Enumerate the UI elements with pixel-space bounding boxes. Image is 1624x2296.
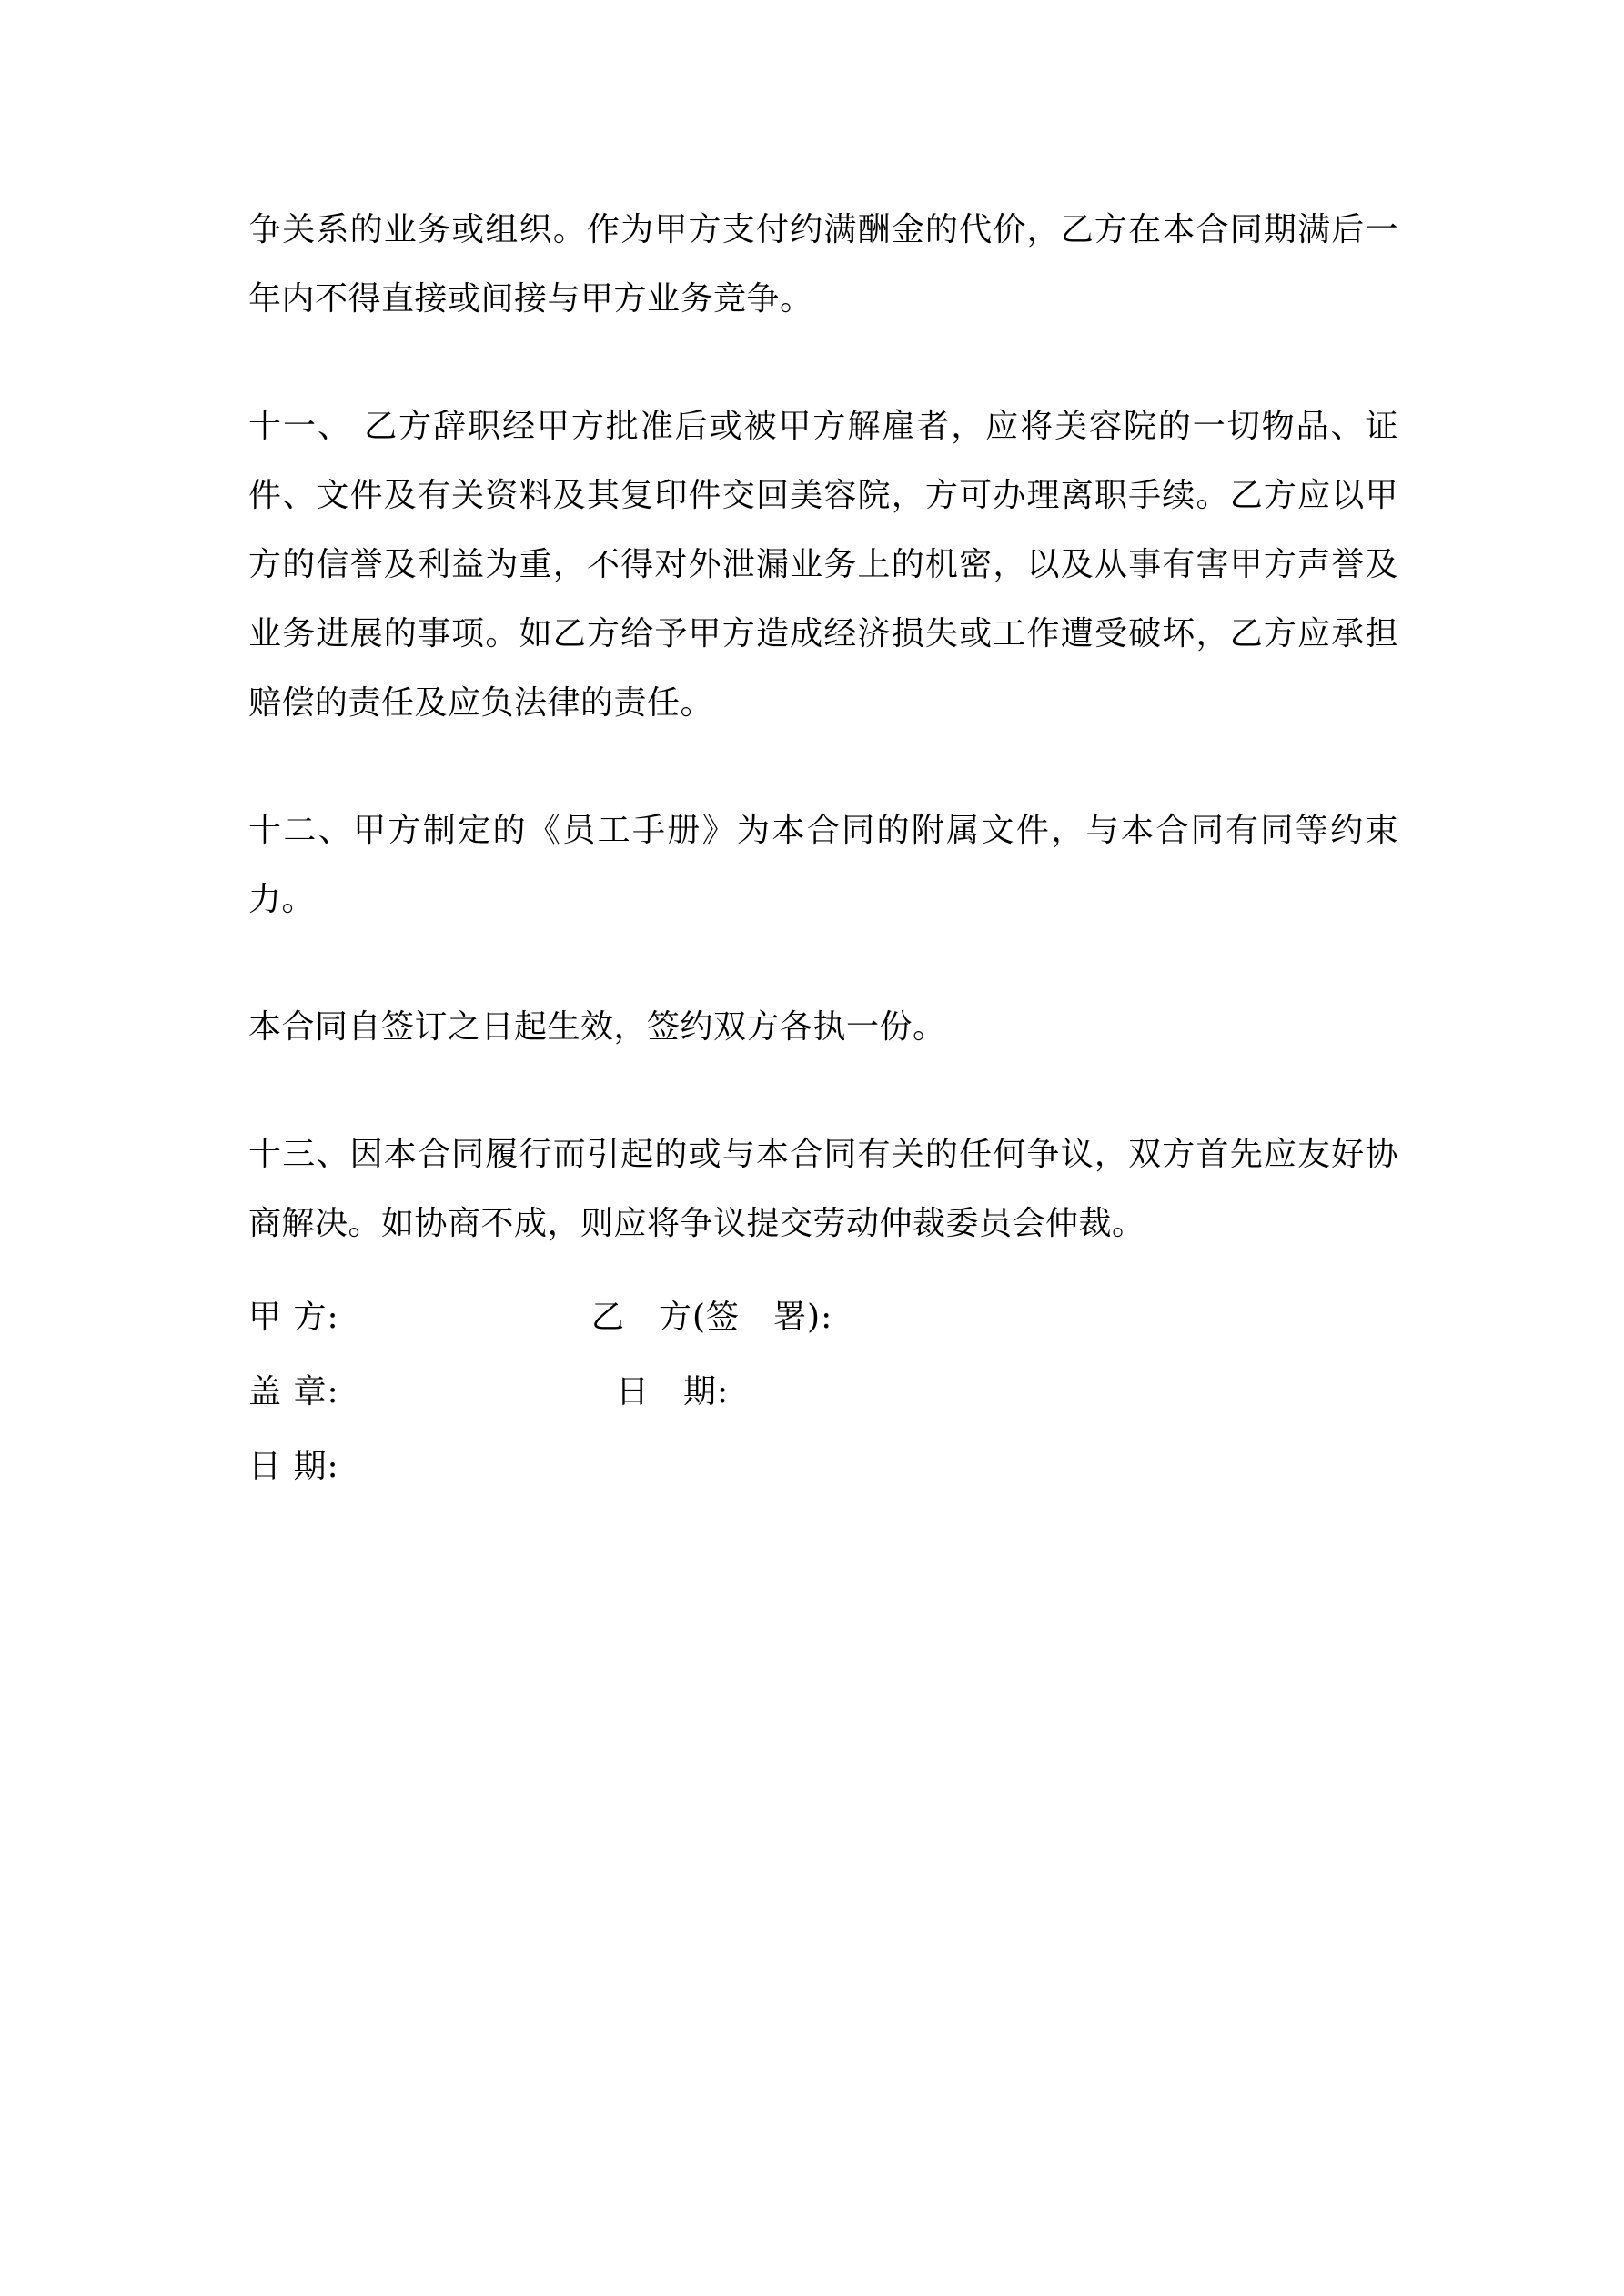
seal-label: 盖 章: <box>248 1373 339 1411</box>
signature-row-3 <box>248 1449 1398 1523</box>
signature-row-1 <box>248 1300 1398 1374</box>
contract-body <box>248 196 1398 1523</box>
paragraph-clause-12: 十二、甲方制定的《员工手册》为本合同的附属文件，与本合同有同等约束力。 <box>248 812 1398 918</box>
party-a-date-label: 日 期: <box>248 1448 339 1485</box>
party-b-date-label: 日 期: <box>616 1373 730 1411</box>
signature-block <box>248 1300 1398 1523</box>
signature-row-2 <box>248 1374 1398 1449</box>
paragraph-effective-date: 本合同自签订之日起生效，签约双方各执一份。 <box>248 1008 946 1046</box>
party-a-label: 甲 方: <box>248 1299 339 1336</box>
party-b-sign-label: 乙 方(签 署): <box>591 1299 833 1336</box>
paragraph-clause-11: 十一、 乙方辞职经甲方批准后或被甲方解雇者，应将美容院的一切物品、证件、文件及有关资料及其复印件交回美容院，方可办理离职手续。乙方应以甲方的信誉及利益为重，不得对外泄漏业务上的机密，以及从事有害甲方声誉及业务进展的事项。如乙方给予甲方造成经济损失或工作遭受破坏，乙方应承担赔偿的责任及应负法律的责任。 <box>248 408 1398 722</box>
paragraph-clause-13: 十三、因本合同履行而引起的或与本合同有关的任何争议，双方首先应友好协商解决。如协商不成，则应将争议提交劳动仲裁委员会仲裁。 <box>248 1136 1398 1242</box>
paragraph-noncompete-continuation: 争关系的业务或组织。作为甲方支付约满酬金的代价，乙方在本合同期满后一年内不得直接或间接与甲方业务竞争。 <box>248 211 1398 318</box>
